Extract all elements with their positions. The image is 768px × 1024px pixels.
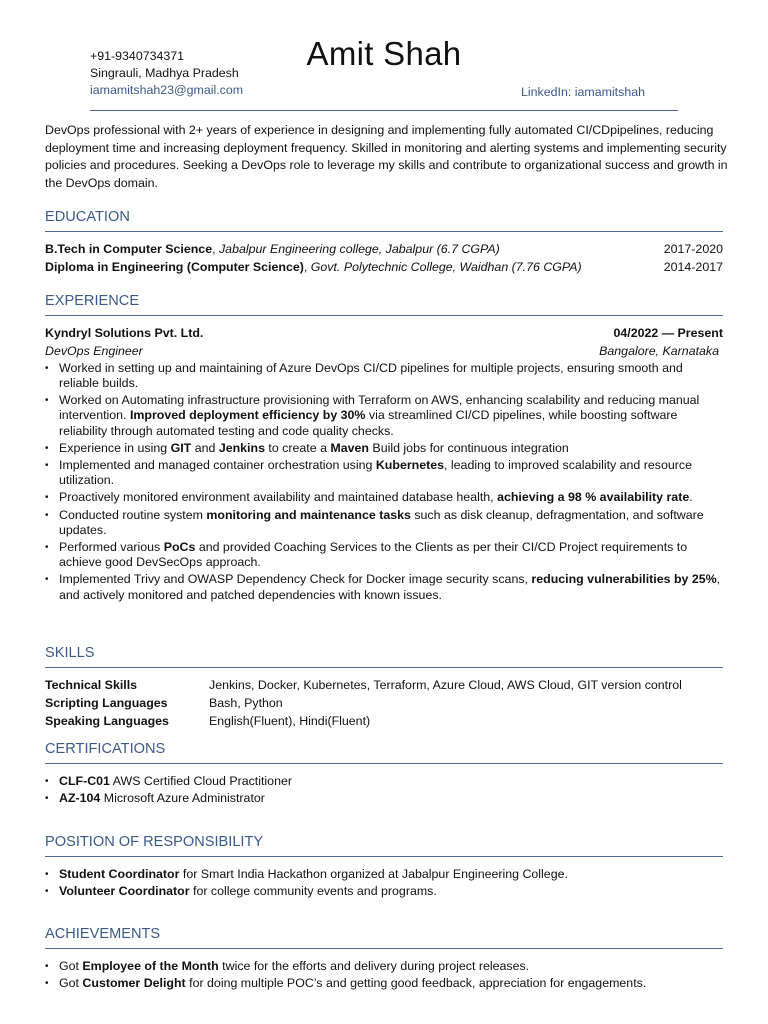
highlight-text: Student Coordinator — [59, 866, 180, 881]
highlight-text: monitoring and maintenance tasks — [206, 507, 411, 522]
bullet-text: Got — [59, 975, 83, 990]
bullet-text: and provided Coaching Services to the Clients as per their CI/CD Project requirements to achieve good DevSecOps approach. — [59, 539, 688, 570]
highlight-text: Kubernetes — [375, 457, 445, 472]
section-title-education: EDUCATION — [45, 208, 723, 232]
skill-category: Technical Skills — [45, 677, 138, 692]
responsibility-list — [45, 867, 723, 899]
highlight-text: Maven — [330, 440, 369, 455]
highlight-text: Improved deployment efficiency by 30% — [129, 408, 366, 423]
bullet-text: for doing multiple POC’s and getting good feedback, appreciation for engagements. — [185, 975, 647, 990]
bullet-text: for college community events and programs. — [189, 883, 437, 898]
highlight-text: reducing vulnerabilities by 25% — [531, 572, 717, 587]
skill-values: English(Fluent), Hindi(Fluent) — [209, 713, 371, 728]
company-name: Kyndryl Solutions Pvt. Ltd. — [45, 325, 204, 340]
bullet-text: , and actively monitored and patched dependencies with known issues. — [59, 572, 721, 602]
candidate-name: Amit Shah — [306, 35, 462, 72]
resume-header — [45, 0, 723, 112]
experience-bullet — [45, 441, 723, 456]
experience-bullet — [45, 393, 723, 439]
phone-number: +91-9340734371 — [90, 49, 185, 63]
experience-bullet — [45, 361, 723, 391]
responsibility-item — [45, 884, 723, 899]
highlight-text: AZ-104 — [59, 790, 101, 805]
skill-category: Scripting Languages — [45, 695, 168, 710]
highlight-text: CLF-C01 — [59, 773, 110, 788]
bullet-text: and — [191, 440, 219, 455]
highlight-text: PoCs — [163, 539, 196, 554]
institution: Jabalpur Engineering college, Jabalpur (6.7 CGPA) — [218, 241, 500, 256]
certifications-section — [45, 740, 723, 808]
highlight-text: Employee of the Month — [82, 958, 219, 973]
certification-item — [45, 791, 723, 806]
experience-bullet — [45, 540, 723, 570]
linkedin-link[interactable]: LinkedIn: iamamitshah — [521, 85, 645, 99]
bullet-text: Implemented and managed container orchestration using — [59, 457, 376, 472]
bullet-text: Worked in setting up and maintaining of Azure DevOps CI/CD pipelines for multiple projects, ensuring smooth and reliable builds. — [59, 360, 683, 390]
certification-item — [45, 774, 723, 789]
highlight-text: Customer Delight — [82, 975, 186, 990]
skills-table — [45, 676, 723, 730]
bullet-text: Implemented Trivy and OWASP Dependency Check for Docker image security scans, — [59, 572, 532, 587]
section-title-experience: EXPERIENCE — [45, 292, 723, 316]
experience-bullet — [45, 458, 723, 488]
achievement-item — [45, 976, 723, 991]
professional-summary: DevOps professional with 2+ years of experience in designing and implementing fully automated CI/CDpipelines, reducing deployment time and increasing deployment frequency. Skilled in monitoring and alerting systems and implementing security policies and procedures. Seeking a DevOps role to leverage my skills and contribute to organizational success and growth in the DevOps domain. — [45, 123, 728, 190]
achievement-item — [45, 959, 723, 974]
bullet-text: such as disk cleanup, defragmentation, and software updates. — [59, 507, 704, 537]
education-row: Diploma in Engineering (Computer Science), Govt. Polytechnic College, Waidhan (7.76 CGPA) 2014-2017 — [45, 259, 723, 274]
job-dates: 04/2022 — Present — [613, 325, 723, 340]
highlight-text: Jenkins — [218, 440, 265, 455]
bullet-text: Performed various — [59, 539, 164, 554]
responsibility-section — [45, 833, 723, 901]
bullet-text: to create a — [264, 440, 331, 455]
bullet-text: Proactively monitored environment availability and maintained database health, — [59, 490, 498, 505]
bullet-text: Experience in using — [59, 440, 171, 455]
education-years: 2014-2017 — [663, 259, 723, 274]
experience-bullet — [45, 508, 723, 538]
header-divider — [90, 110, 678, 111]
experience-bullet — [45, 490, 723, 505]
education-years: 2017-2020 — [663, 241, 723, 256]
section-title-skills: SKILLS — [45, 644, 723, 668]
highlight-text: GIT — [170, 440, 192, 455]
education-section — [45, 208, 723, 276]
section-title-certifications: CERTIFICATIONS — [45, 740, 723, 764]
achievements-list — [45, 959, 723, 991]
section-title-responsibility: POSITION OF RESPONSIBILITY — [45, 833, 723, 857]
highlight-text: Volunteer Coordinator — [59, 883, 190, 898]
highlight-text: achieving a 98 % availability rate — [497, 490, 690, 505]
degree: B.Tech in Computer Science — [45, 241, 213, 256]
skills-section — [45, 644, 723, 730]
bullet-text: . — [689, 490, 693, 505]
job-role: DevOps Engineer — [45, 343, 143, 358]
bullet-text: via streamlined CI/CD pipelines, while boosting software reliability through automated testing and code quality checks. — [59, 408, 678, 438]
bullet-text: AWS Certified Cloud Practitioner — [109, 773, 292, 788]
degree: Diploma in Engineering (Computer Science) — [45, 259, 304, 274]
bullet-text: Microsoft Azure Administrator — [100, 790, 265, 805]
experience-section — [45, 292, 723, 605]
bullet-text: Conducted routine system — [59, 507, 207, 522]
bullet-text: Worked on Automating infrastructure provisioning with Terraform on AWS, enhancing scalability and reducing manual intervention. — [59, 393, 700, 423]
bullet-text: for Smart India Hackathon organized at Jabalpur Engineering College. — [179, 866, 568, 881]
skill-category: Speaking Languages — [45, 713, 169, 728]
certifications-list — [45, 774, 723, 806]
skill-values: Bash, Python — [209, 695, 283, 710]
institution: Govt. Polytechnic College, Waidhan (7.76 CGPA) — [310, 259, 582, 274]
location: Singrauli, Madhya Pradesh — [90, 66, 239, 80]
experience-bullets — [45, 361, 723, 603]
education-row: B.Tech in Computer Science, Jabalpur Engineering college, Jabalpur (6.7 CGPA) 2017-2020 — [45, 241, 723, 256]
bullet-text: , leading to improved scalability and resource utilization. — [59, 457, 692, 488]
responsibility-item — [45, 867, 723, 882]
achievements-section — [45, 925, 723, 993]
job-location: Bangalore, Karnataka — [599, 343, 719, 358]
bullet-text: twice for the efforts and delivery during project releases. — [218, 958, 530, 973]
bullet-text: Got — [59, 958, 83, 973]
skill-values: Jenkins, Docker, Kubernetes, Terraform, Azure Cloud, AWS Cloud, GIT version control — [209, 677, 682, 692]
email-link[interactable]: iamamitshah23@gmail.com — [90, 83, 244, 97]
experience-bullet — [45, 572, 723, 602]
bullet-text: Build jobs for continuous integration — [368, 440, 569, 455]
section-title-achievements: ACHIEVEMENTS — [45, 925, 723, 949]
